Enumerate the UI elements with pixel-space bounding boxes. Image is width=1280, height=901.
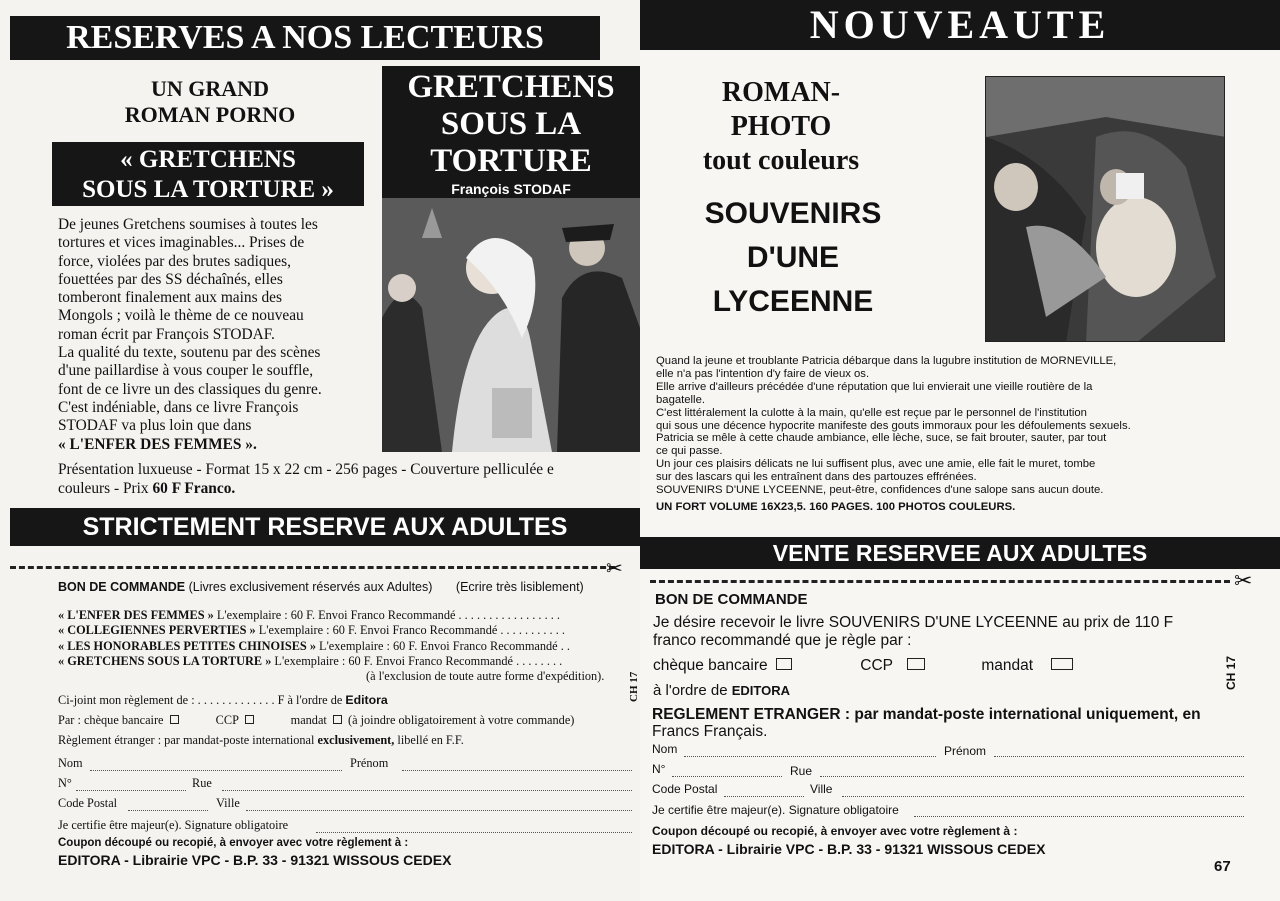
no-label-right: N°: [652, 762, 666, 776]
order-item-4[interactable]: [58, 654, 638, 669]
desc-line: d'une paillardise à vous couper le souffle,: [58, 362, 314, 380]
right-order-title: BON DE COMMANDE: [655, 591, 808, 608]
left-adults-banner: STRICTEMENT RESERVE AUX ADULTES: [10, 508, 640, 546]
desc-line: fouettées par des SS déchaînés, elles: [58, 270, 283, 288]
order-item-detail: L'exemplaire : 60 F. Envoi Franco Recommandé . .: [315, 638, 570, 653]
desc-line: tortures et vices imaginables... Prises de: [58, 234, 305, 252]
left-top-banner: RESERVES A NOS LECTEURS: [10, 16, 600, 60]
exclusion-note: (à l'exclusion de toute autre forme d'expédition).: [366, 669, 605, 684]
mandat-label-right: mandat: [981, 657, 1034, 674]
certify-right: Je certifie être majeur(e). Signature obligatoire: [652, 803, 899, 817]
ville-label-left: Ville: [216, 796, 240, 810]
order-item-name: « LES HONORABLES PETITES CHINOISES »: [58, 638, 316, 653]
book-title-line-2: D'UNE: [746, 241, 840, 274]
rue-field-left[interactable]: [222, 790, 632, 791]
right-page: [640, 0, 1280, 901]
prenom-field-right[interactable]: [994, 756, 1244, 757]
book-photo: [985, 76, 1225, 342]
left-payment-block: [58, 690, 638, 750]
coupon-right: Coupon découpé ou recopié, à envoyer avec votre règlement à :: [652, 824, 1018, 838]
rue-label-right: Rue: [790, 764, 813, 778]
format-line: UN FORT VOLUME 16X23,5. 160 PAGES. 100 PHOTOS COULEURS.: [656, 500, 1016, 513]
no-label-left: N°: [58, 776, 72, 790]
right-adults-banner: VENTE RESERVEE AUX ADULTES: [640, 537, 1280, 569]
intro-line-2: ROMAN PORNO: [124, 102, 296, 127]
scissors-icon: ✂: [606, 558, 623, 580]
signature-field-left[interactable]: [316, 832, 632, 833]
prenom-label-right: Prénom: [944, 744, 987, 758]
intro-heading: [60, 76, 360, 128]
desc-line: La qualité du texte, soutenu par des scènes: [58, 344, 321, 362]
cover-title-line-1: GRETCHENS: [407, 69, 615, 105]
order-item-detail: L'exemplaire : 60 F. Envoi Franco Recommandé . . . . . . . . . . .: [255, 623, 565, 638]
ville-label-right: Ville: [810, 782, 833, 796]
order-to-name: EDITORA: [731, 683, 791, 698]
nom-field-right[interactable]: [684, 756, 936, 757]
title-box-line-2: SOUS LA TORTURE »: [82, 176, 334, 203]
desc-line: SOUVENIRS D'UNE LYCEENNE, peut-être, confidences d'une salope sans aucun doute.: [656, 484, 1104, 497]
desc-line: C'est littéralement la culotte à la main, qu'elle est reçue par le personnel de l'institution: [656, 406, 1087, 419]
address-left: EDITORA - Librairie VPC - B.P. 33 - 91321 WISSOUS CEDEX: [58, 852, 452, 868]
desc-line: De jeunes Gretchens soumises à toutes les: [58, 216, 318, 233]
desc-line: bagatelle.: [656, 393, 705, 406]
ccp-checkbox[interactable]: [245, 715, 254, 724]
no-field-left[interactable]: [76, 790, 186, 791]
side-code-right: CH 17: [1224, 655, 1238, 690]
no-field-right[interactable]: [672, 776, 782, 777]
side-code-left: CH 17: [628, 671, 640, 702]
ville-field-left[interactable]: [246, 810, 632, 811]
presentation-price: 60 F Franco.: [152, 480, 236, 497]
rue-field-right[interactable]: [820, 776, 1244, 777]
order-item-name: « COLLEGIENNES PERVERTIES »: [58, 623, 256, 638]
desc-line: C'est indéniable, dans ce livre François: [58, 398, 299, 416]
nom-field-left[interactable]: [90, 770, 342, 771]
cover-author: François STODAF: [451, 181, 571, 197]
desc-line: Elle arrive d'ailleurs précédée d'une réputation que lui envierait une vieille routière de la: [656, 380, 1093, 393]
payment-line-text: Ci-joint mon règlement de : . . . . . . . . . . . . . F à l'ordre de: [58, 693, 346, 707]
order-item-name: « GRETCHENS SOUS LA TORTURE »: [58, 653, 272, 668]
cp-field-right[interactable]: [724, 796, 804, 797]
book-photo-graphic: [986, 77, 1225, 342]
order-item-3[interactable]: [58, 639, 638, 654]
cover-title-line-3: TORTURE: [430, 143, 592, 179]
intro-line-1: UN GRAND: [151, 76, 269, 101]
prenom-field-left[interactable]: [402, 770, 632, 771]
foreign-payment: [58, 730, 638, 750]
left-description: [58, 216, 370, 454]
title-box-line-1: « GRETCHENS: [120, 146, 296, 173]
desc-line: ce qui passe.: [656, 445, 723, 458]
tout-couleurs: tout couleurs: [702, 145, 860, 176]
cp-label-left: Code Postal: [58, 796, 118, 810]
left-order-title: BON DE COMMANDE: [58, 580, 186, 594]
desc-line: Mongols ; voilà le thème de ce nouveau: [58, 307, 304, 325]
par-label: Par :: [58, 713, 81, 727]
desc-line: sur des lascars qui les entraînent dans des partouzes effrénées.: [656, 471, 977, 484]
ccp-label: CCP: [215, 713, 239, 727]
cheque-label: chèque bancaire: [83, 713, 164, 727]
cheque-checkbox[interactable]: [170, 715, 179, 724]
order-to-right: [653, 682, 790, 699]
rue-label-left: Rue: [192, 776, 212, 790]
desc-line: tomberont finalement aux mains des: [58, 289, 282, 307]
desc-line: roman écrit par François STODAF.: [58, 325, 275, 343]
request-line-1: Je désire recevoir le livre SOUVENIRS D'UNE LYCEENNE au prix de 110 F: [653, 614, 1174, 631]
nom-label-left: Nom: [58, 756, 83, 770]
address-right: EDITORA - Librairie VPC - B.P. 33 - 91321 WISSOUS CEDEX: [652, 841, 1046, 857]
presentation-info: [58, 460, 638, 498]
ccp-label-right: CCP: [860, 657, 893, 674]
left-cut-line: [10, 566, 615, 569]
prenom-label-left: Prénom: [350, 756, 389, 770]
payment-methods: [58, 710, 638, 730]
signature-field-right[interactable]: [914, 816, 1244, 817]
book-cover-title: [382, 66, 640, 198]
presentation-line-2: [58, 479, 638, 498]
left-write-note: (Ecrire très lisiblement): [455, 580, 584, 594]
foreign-pre: Règlement étranger : par mandat-poste international: [58, 733, 318, 747]
order-item-detail: L'exemplaire : 60 F. Envoi Franco Recommandé . . . . . . . .: [271, 653, 563, 668]
payment-line[interactable]: [58, 690, 638, 710]
book-cover-illustration: [382, 198, 640, 452]
order-to-pre: à l'ordre de: [653, 682, 732, 699]
title-box: [52, 142, 364, 206]
page-number: 67: [1214, 858, 1231, 875]
ville-field-right[interactable]: [842, 796, 1244, 797]
right-cut-line: [650, 580, 1230, 583]
mandat-checkbox[interactable]: [333, 715, 342, 724]
cover-illustration-graphic: [382, 198, 640, 452]
mandat-checkbox-right[interactable]: [1051, 658, 1073, 670]
right-payment-methods: [653, 657, 1073, 675]
payment-order-name: Editora: [345, 693, 388, 707]
desc-line: qui sous une décence hypocrite manifeste des gouts immoraux pour les défoulements sexuels.: [656, 419, 1131, 432]
book-title-line-3: LYCEENNE: [712, 285, 874, 318]
mandat-note: (à joindre obligatoirement à votre commande): [347, 713, 575, 727]
order-item-detail: L'exemplaire : 60 F. Envoi Franco Recommandé . . . . . . . . . . . . . . . . .: [213, 608, 560, 622]
presentation-line-1: Présentation luxueuse - Format 15 x 22 cm - 256 pages - Couverture pelliculée e: [58, 461, 554, 478]
book-title: [668, 192, 918, 324]
left-order-note: (Livres exclusivement réservés aux Adultes): [188, 580, 433, 594]
foreign-line-2: Francs Français.: [652, 723, 768, 740]
foreign-bold: exclusivement,: [317, 733, 395, 747]
desc-line: Un jour ces plaisirs délicats ne lui suffisent plus, avec une amie, elle fait le muret, tombe: [656, 458, 1096, 471]
cp-label-right: Code Postal: [652, 782, 718, 796]
mandat-label: mandat: [290, 713, 327, 727]
request-line-2: franco recommandé que je règle par :: [653, 632, 912, 649]
book-title-line-1: SOUVENIRS: [704, 197, 882, 230]
foreign-line-1: REGLEMENT ETRANGER : par mandat-poste international uniquement, en: [652, 706, 1201, 723]
desc-line: force, violées par des brutes sadiques,: [58, 252, 291, 270]
order-item-2[interactable]: [58, 623, 638, 638]
desc-line: STODAF va plus loin que dans: [58, 417, 252, 435]
desc-line: Quand la jeune et troublante Patricia débarque dans la lugubre institution de MORNEVILLE,: [656, 355, 1117, 367]
right-request: [653, 614, 1173, 650]
coupon-left: Coupon découpé ou recopié, à envoyer avec votre règlement à :: [58, 837, 409, 849]
order-item-name: « L'ENFER DES FEMMES »: [58, 608, 214, 622]
right-description: [656, 355, 1256, 514]
left-order-header: [58, 580, 584, 594]
cheque-label-right: chèque bancaire: [653, 657, 768, 674]
cp-field-left[interactable]: [128, 810, 208, 811]
desc-line: elle n'a pas l'intention d'y faire de vieux os.: [656, 367, 870, 380]
presentation-line-2-text: couleurs - Prix: [58, 480, 153, 497]
cheque-checkbox-right[interactable]: [776, 658, 792, 670]
certify-left: Je certifie être majeur(e). Signature obligatoire: [58, 818, 289, 832]
order-item-1[interactable]: [58, 608, 638, 623]
desc-bold-end: « L'ENFER DES FEMMES ».: [58, 435, 257, 453]
foreign-right: [652, 706, 1201, 740]
left-order-items: [58, 608, 638, 684]
right-top-banner: NOUVEAUTE: [640, 0, 1280, 50]
nom-label-right: Nom: [652, 742, 678, 756]
desc-line: font de ce livre un des classiques du genre.: [58, 380, 322, 398]
cover-title-line-2: SOUS LA: [440, 106, 582, 142]
foreign-post: libellé en F.F.: [394, 733, 464, 747]
roman-photo: ROMAN-PHOTO: [721, 77, 841, 142]
roman-photo-heading: [676, 76, 886, 178]
scissors-icon: ✂: [1234, 568, 1253, 593]
desc-line: Patricia se mêle à cette chaude ambiance, elle lèche, suce, se fait brouter, sauter, par tout: [656, 432, 1107, 445]
ccp-checkbox-right[interactable]: [907, 658, 925, 670]
